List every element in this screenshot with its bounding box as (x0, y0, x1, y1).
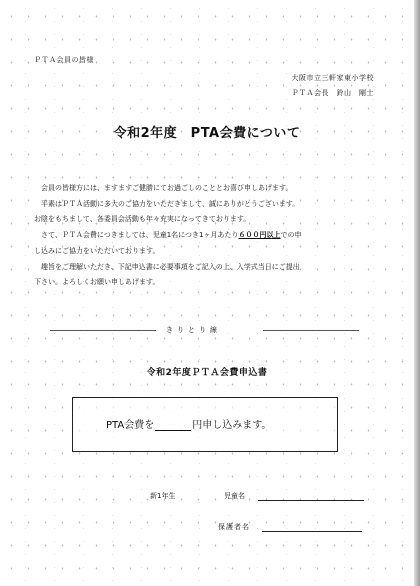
body-line-6: 趣旨をご理解いただき、下記申込書に必要事項をご記入の上、入学式当日にご提出 (41, 262, 300, 271)
fee-text-before: PTA会費を (106, 420, 155, 431)
fee-application-text (106, 416, 271, 431)
notice-body (34, 181, 384, 291)
guardian-name-field[interactable] (262, 531, 362, 532)
fee-amount-blank[interactable] (155, 419, 191, 431)
page-edge-shadow (414, 0, 420, 586)
notice-title: 令和2年度 PTA会費について (113, 126, 301, 141)
addressee-line: ＰＴＡ会員の皆様 (34, 56, 94, 64)
child-name-label: 児童名 (224, 492, 245, 500)
child-name-field[interactable] (258, 500, 364, 501)
body-line-1: 会員の皆様方には、ますますご健勝にてお過ごしのこととお喜び申しあげます。 (41, 184, 293, 192)
body-line-2: 平素はＰＴＡ活動に多大のご協力をいただきまして、誠にありがとうございます。 (41, 199, 300, 208)
pta-president: ＰＴＡ会長 鈴山 剛士 (291, 89, 374, 97)
cut-line-right (263, 330, 359, 331)
school-name: 大阪市立三軒家東小学校 (291, 74, 374, 82)
body-line-3: お陰をもちまして、各委員会活動も年々充実になってきております。 (34, 215, 251, 224)
grade-label: 新1年生 (150, 492, 176, 500)
fee-text-after: 円申し込みます。 (192, 420, 272, 431)
cut-line-label: きりとり線 (166, 326, 221, 334)
cut-line-left (50, 330, 156, 331)
fee-amount: ６００円以上 (238, 231, 281, 240)
body-line-7: 下さい。よろしくお願い申しあげます。 (34, 278, 160, 287)
form-title: 令和2年度ＰＴＡ会費申込書 (146, 368, 268, 378)
guardian-name-label: 保護者名 (218, 523, 250, 531)
body-line-5: し込みにご協力をいただいております。 (34, 246, 160, 255)
fee-application-box (72, 397, 338, 452)
body-line-4: さて、ＰＴＡ会費につきましては、児童1名につき1ヶ月あたり６００円以上での申 (41, 231, 302, 240)
